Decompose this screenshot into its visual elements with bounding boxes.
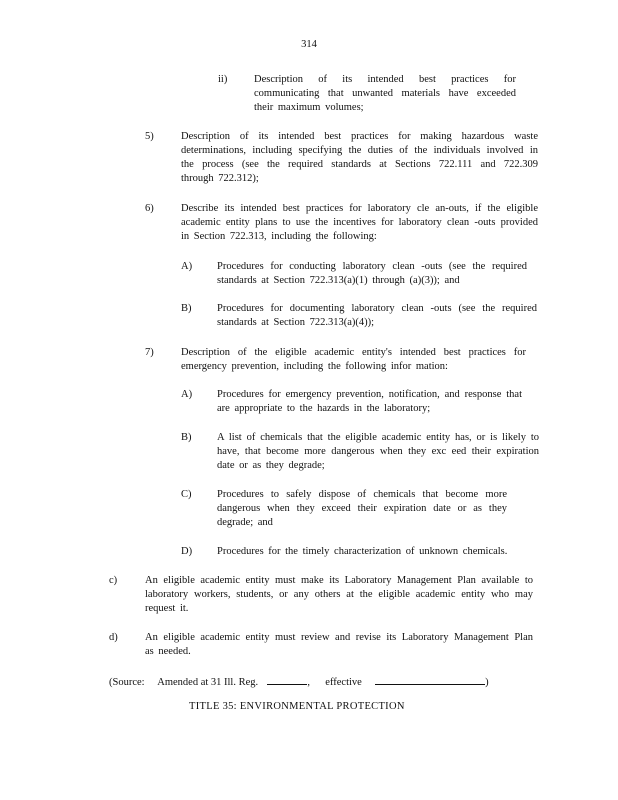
effective-date-blank <box>375 674 485 685</box>
item-text-7b: A list of chemicals that the eligible academic entity has, or is likely to have, that become more dangerous when they exc eed their expiration date or as they degrade; <box>217 432 539 471</box>
source-effective: effective <box>325 677 362 688</box>
item-label-7d: D) <box>181 546 193 557</box>
item-text-7d: Procedures for the timely characterization of unknown chemicals. <box>217 546 508 557</box>
item-text-c: An eligible academic entity must make its Laboratory Management Plan available to laboratory workers, students, or any others at the eligible academic entity who may request it. <box>145 575 533 614</box>
item-text-6: Describe its intended best practices for laboratory cle an-outs, if the eligible academic entity plans to use the incentives for laboratory clean -outs provided in Section 722.313, including the following: <box>181 203 538 242</box>
source-close: ) <box>485 677 489 688</box>
item-text-7a: Procedures for emergency prevention, notification, and response that are appropriate to the hazards in the laboratory; <box>217 389 522 414</box>
item-text-6b: Procedures for documenting laboratory clean -outs (see the required standards at Section 722.313(a)(4)); <box>217 303 537 328</box>
item-text-5: Description of its intended best practices for making hazardous waste determinations, including specifying the duties of the individuals involved in the process (see the required standards at Sections 722.111 and 722.309 through 722.312); <box>181 131 538 184</box>
source-comma: , <box>307 677 311 688</box>
item-text-7: Description of the eligible academic entity's intended best practices for emergency prevention, including the following infor mation: <box>181 347 526 372</box>
item-label-5: 5) <box>145 131 154 142</box>
item-text-7c: Procedures to safely dispose of chemicals that become more dangerous when they exceed their expiration date or as they degrade; and <box>217 489 507 528</box>
item-label-7: 7) <box>145 347 154 358</box>
item-text-d: An eligible academic entity must review and revise its Laboratory Management Plan as needed. <box>145 632 533 657</box>
register-blank <box>267 674 307 685</box>
item-label-6a: A) <box>181 261 193 272</box>
item-text-ii: Description of its intended best practices for communicating that unwanted materials have exceeded their maximum volumes; <box>254 74 516 113</box>
source-line <box>109 674 489 690</box>
page-number: 314 <box>301 39 317 50</box>
item-label-6b: B) <box>181 303 192 314</box>
item-label-d: d) <box>109 632 118 643</box>
item-label-7c: C) <box>181 489 192 500</box>
source-amended: Amended at 31 Ill. Reg. <box>157 677 259 688</box>
item-text-6a: Procedures for conducting laboratory clean -outs (see the required standards at Section 722.313(a)(1) through (a)(3)); and <box>217 261 527 286</box>
source-open: (Source: <box>109 677 145 688</box>
item-label-6: 6) <box>145 203 154 214</box>
item-label-c: c) <box>109 575 118 586</box>
item-label-7a: A) <box>181 389 193 400</box>
item-label-ii: ii) <box>218 74 228 85</box>
item-label-7b: B) <box>181 432 192 443</box>
page-footer: TITLE 35: ENVIRONMENTAL PROTECTION <box>189 701 405 712</box>
